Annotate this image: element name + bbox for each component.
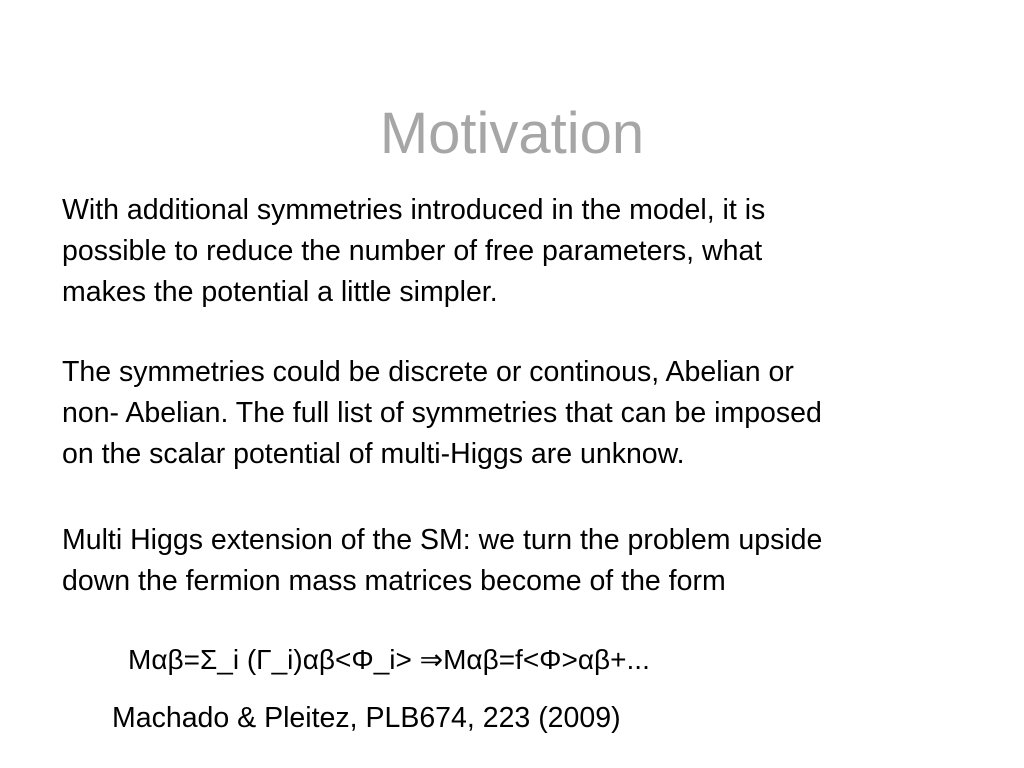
- paragraph-line: on the scalar potential of multi-Higgs are unknow.: [62, 438, 685, 470]
- paragraph-line: non- Abelian. The full list of symmetries that can be imposed: [62, 397, 822, 429]
- citation: Machado & Pleitez, PLB674, 223 (2009): [112, 702, 621, 734]
- paragraph-line: Multi Higgs extension of the SM: we turn the problem upside: [62, 524, 823, 556]
- slide-title: Motivation: [379, 101, 645, 166]
- paragraph-line: down the fermion mass matrices become of the form: [62, 565, 726, 597]
- paragraph-symmetries-intro: [62, 190, 765, 313]
- paragraph-multi-higgs: [62, 520, 822, 602]
- paragraph-line: The symmetries could be discrete or continous, Abelian or: [62, 356, 794, 388]
- paragraph-line: makes the potential a little simpler.: [62, 276, 498, 308]
- paragraph-line: possible to reduce the number of free parameters, what: [62, 235, 763, 267]
- paragraph-symmetry-types: [62, 352, 822, 475]
- paragraph-line: With additional symmetries introduced in the model, it is: [62, 194, 766, 226]
- mass-matrix-formula: Mαβ=Σ_i (Γ_i)αβ<Φ_i> ⇒Mαβ=f<Φ>αβ+...: [128, 644, 650, 675]
